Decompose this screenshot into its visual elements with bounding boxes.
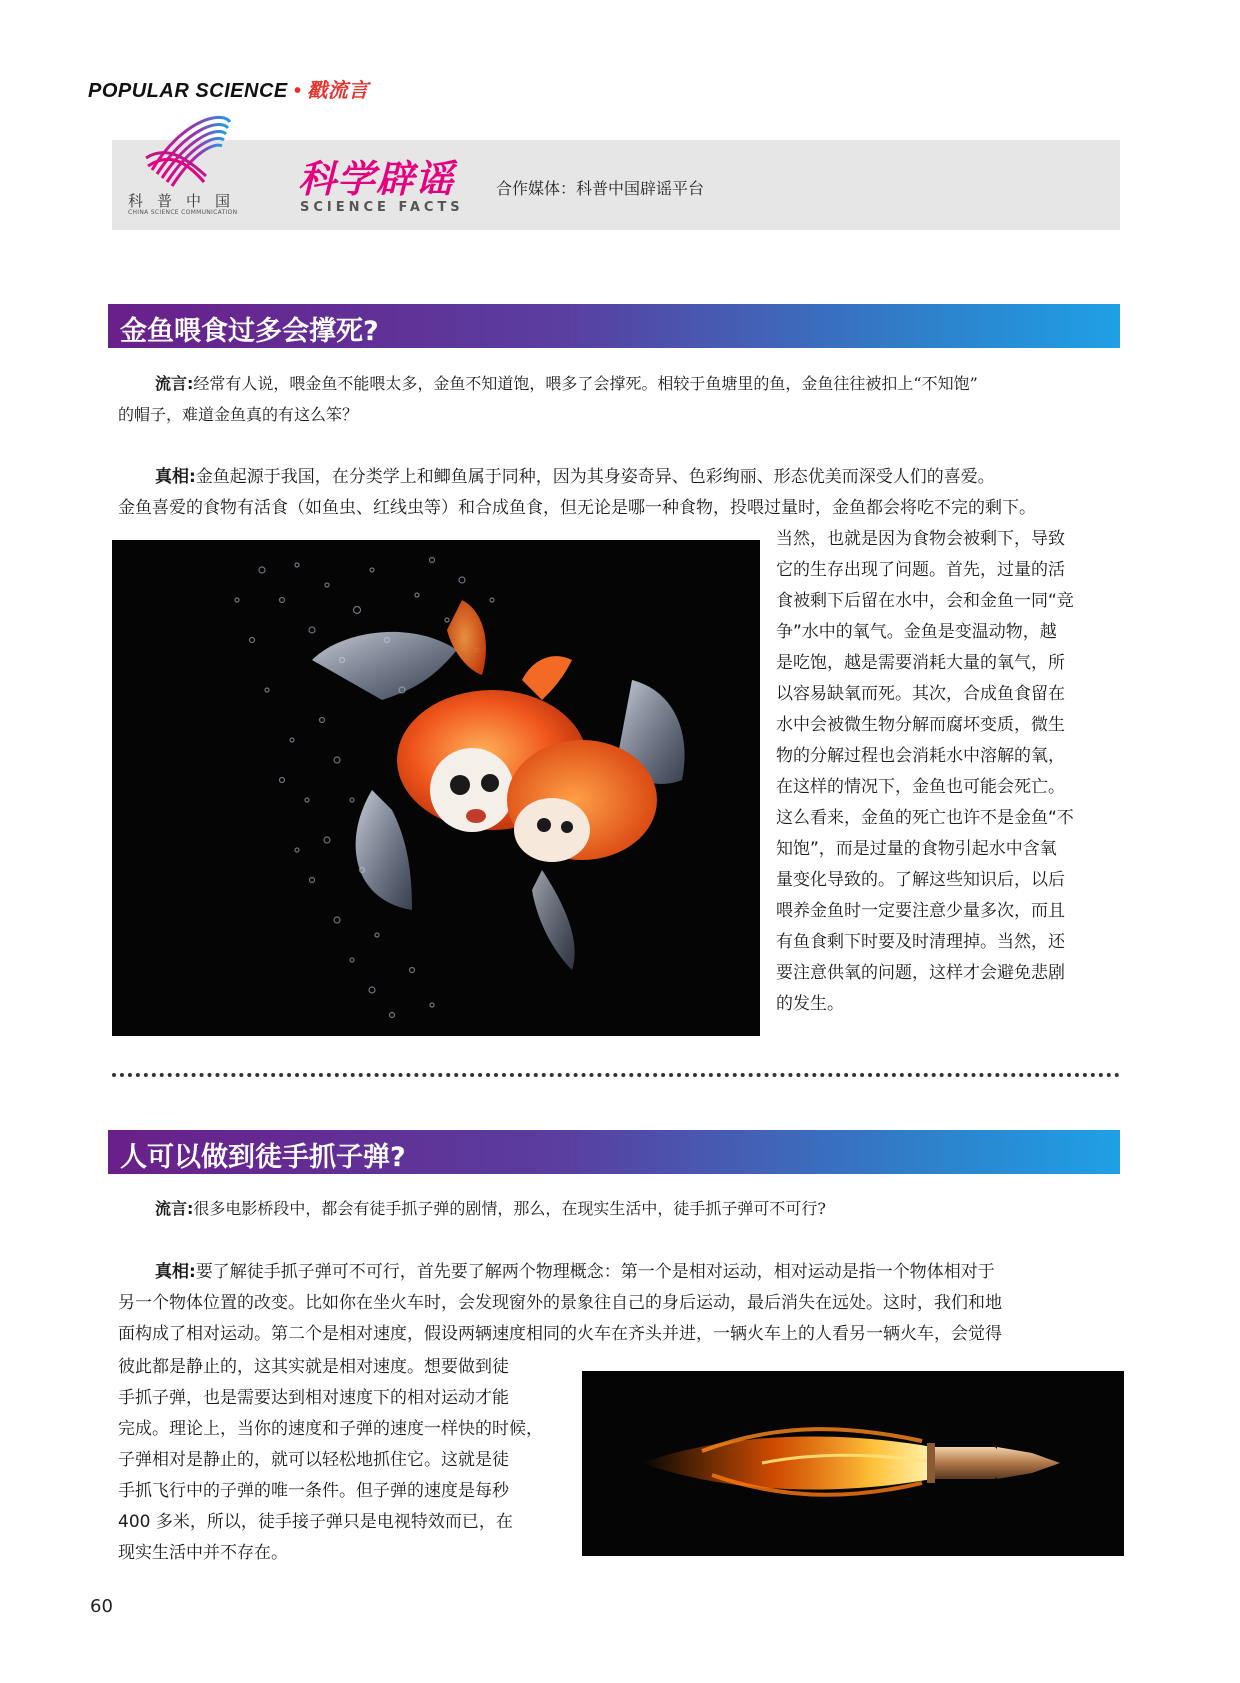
article1-side-line: 的发生。: [776, 994, 844, 1014]
article1-rumor: [118, 368, 1118, 430]
article1-side-line: 水中会被微生物分解而腐坏变质，微生: [776, 715, 1065, 735]
article1-truth-side: [776, 524, 1126, 1020]
article1-rumor-line: 经常有人说，喂金鱼不能喂太多，金鱼不知道饱，喂多了会撑死。相较于鱼塘里的鱼，金鱼往往被扣上“不知饱”: [193, 374, 978, 393]
column-name: 戳流言: [307, 80, 369, 102]
article2-rumor: [118, 1193, 1118, 1224]
article1-side-line: 食被剩下后留在水中，会和金鱼一同“竞: [776, 591, 1074, 611]
article1-truth-intro: [118, 462, 1128, 524]
article2-truth-line: 另一个物体位置的改变。比如你在坐火车时，会发现窗外的景象往自己的身后运动，最后消失在远处。这时，我们和地: [118, 1293, 1002, 1313]
article1-side-line: 物的分解过程也会消耗水中溶解的氧，: [776, 746, 1065, 766]
article2-side-line: 400 多米，所以，徒手接子弹只是电视特效而已，在: [118, 1512, 513, 1532]
article1-side-line: 有鱼食剩下时要及时清理掉。当然，还: [776, 932, 1065, 952]
article1-side-line: 喂养金鱼时一定要注意少量多次，而且: [776, 901, 1065, 921]
article1-rumor-label: 流言:: [155, 374, 194, 393]
article2-truth-side: [118, 1352, 578, 1569]
article2-rumor-text: 很多电影桥段中，都会有徒手抓子弹的剧情，那么，在现实生活中，徒手抓子弹可不可行?: [193, 1199, 826, 1218]
article1-side-line: 量变化导致的。了解这些知识后，以后: [776, 870, 1065, 890]
article1-side-line: 以容易缺氧而死。其次，合成鱼食留在: [776, 684, 1065, 704]
article2-side-line: 彼此都是静止的，这其实就是相对速度。想要做到徒: [118, 1357, 509, 1377]
article1-side-line: 知饱”，而是过量的食物引起水中含氧: [776, 839, 1057, 859]
page-number: 60: [90, 1596, 113, 1617]
running-head: [88, 74, 369, 103]
science-facts-subtitle: SCIENCE FACTS: [300, 200, 464, 215]
article1-truth-label: 真相:: [155, 467, 196, 487]
logo-chinese-text: 科普中国: [128, 192, 245, 210]
article1-side-line: 在这样的情况下，金鱼也可能会死亡。: [776, 777, 1065, 797]
goldfish-photo: [112, 540, 760, 1036]
article2-truth-line: 要了解徒手抓子弹可不可行，首先要了解两个物理概念：第一个是相对运动，相对运动是指一个物体相对于: [195, 1262, 995, 1282]
article2-truth-intro: [118, 1257, 1128, 1350]
article2-truth-line: 面构成了相对运动。第二个是相对速度，假设两辆速度相同的火车在齐头并进，一辆火车上的人看另一辆火车，会觉得: [118, 1324, 1002, 1344]
article1-rumor-line: 的帽子，难道金鱼真的有这么笨？: [118, 405, 359, 424]
flaming-bullet-photo: [582, 1371, 1124, 1556]
partner-media: 合作媒体：科普中国辟谣平台: [496, 179, 705, 198]
article2-side-line: 手抓飞行中的子弹的唯一条件。但子弹的速度是每秒: [118, 1481, 509, 1501]
article2-side-line: 完成。理论上，当你的速度和子弹的速度一样快的时候，: [118, 1419, 543, 1439]
header-separator: •: [293, 80, 302, 102]
article2-side-line: 手抓子弹，也是需要达到相对速度下的相对运动才能: [118, 1388, 509, 1408]
article2-side-line: 子弹相对是静止的，就可以轻松地抓住它。这就是徒: [118, 1450, 509, 1470]
logo-english-text: CHINA SCIENCE COMMUNICATION: [128, 209, 238, 216]
article1-side-line: 要注意供氧的问题，这样才会避免悲剧: [776, 963, 1065, 983]
article1-side-line: 这么看来，金鱼的死亡也许不是金鱼“不: [776, 808, 1074, 828]
article1-truth-line: 金鱼喜爱的食物有活食（如鱼虫、红线虫等）和合成鱼食，但无论是哪一种食物，投喂过量时，金鱼都会将吃不完的剩下。: [118, 498, 1036, 518]
article1-title: 金鱼喂食过多会撑死?: [120, 316, 379, 347]
article1-truth-line: 金鱼起源于我国，在分类学上和鲫鱼属于同种，因为其身姿奇异、色彩绚丽、形态优美而深受人们的喜爱。: [195, 467, 995, 487]
article2-truth-label: 真相:: [155, 1262, 196, 1282]
magazine-name: POPULAR SCIENCE: [88, 80, 288, 102]
article1-side-line: 争”水中的氧气。金鱼是变温动物，越: [776, 622, 1057, 642]
article1-side-line: 当然，也就是因为食物会被剩下，导致: [776, 529, 1065, 549]
article2-side-line: 现实生活中并不存在。: [118, 1543, 288, 1563]
article1-side-line: 它的生存出现了问题。首先，过量的活: [776, 560, 1065, 580]
section-divider: [112, 1073, 1120, 1077]
article2-title: 人可以做到徒手抓子弹?: [120, 1142, 406, 1173]
science-facts-title: 科学辟谣: [298, 157, 455, 201]
article2-rumor-label: 流言:: [155, 1199, 194, 1218]
article1-side-line: 是吃饱，越是需要消耗大量的氧气，所: [776, 653, 1065, 673]
